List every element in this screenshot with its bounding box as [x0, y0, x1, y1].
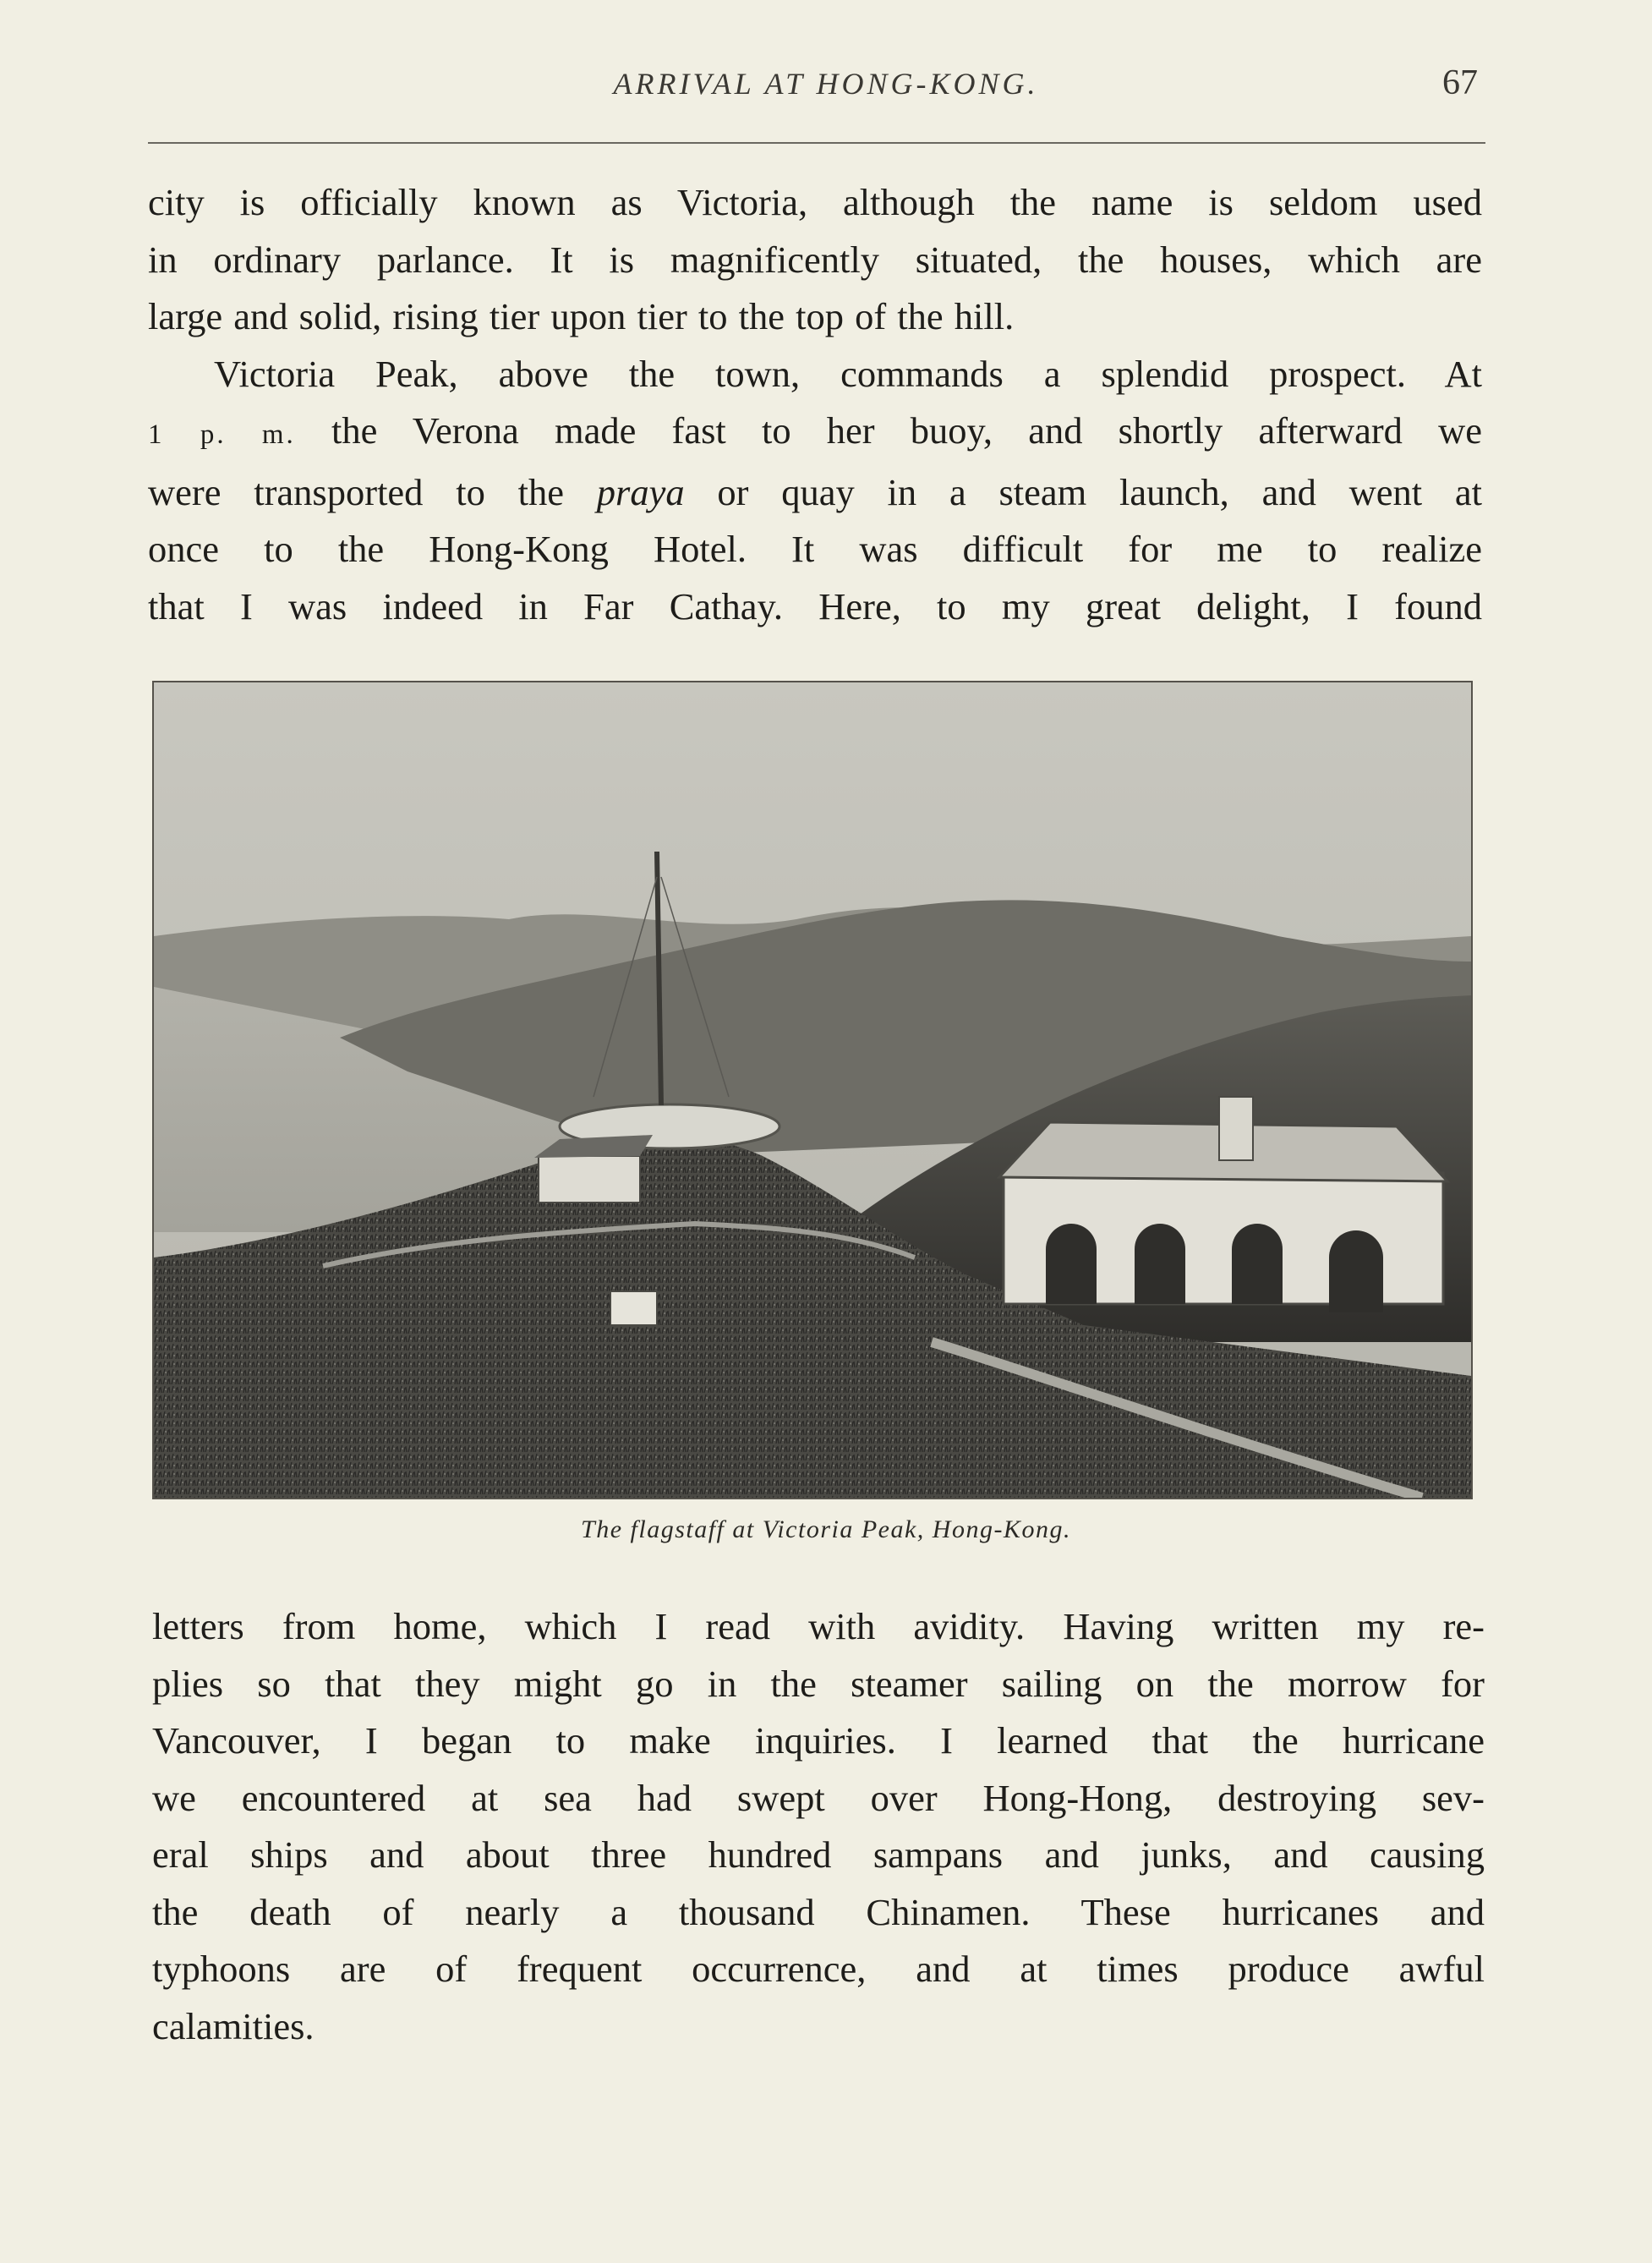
text-line: typhoons are of frequent occurrence, and at times produce awful — [152, 1948, 1485, 1990]
text-line: we encountered at sea had swept over Hong-Hong, destroying sev- — [152, 1776, 1485, 1819]
small-house — [539, 1156, 640, 1203]
top-paragraphs — [148, 174, 1482, 635]
header-rule — [148, 142, 1485, 144]
text-line — [148, 464, 1482, 522]
text-span: the Verona made fast to her buoy, and shortly afterward we — [331, 409, 1483, 452]
page-number: 67 — [1442, 63, 1478, 102]
text-line: in ordinary parlance. It is magnificently situated, the houses, which are — [148, 238, 1482, 281]
text-line: Vancouver, I began to make inquiries. I learned that the hurricane — [152, 1719, 1485, 1762]
text-line: letters from home, which I read with avidity. Having written my re- — [152, 1605, 1485, 1647]
italic-word-praya: praya — [596, 470, 685, 513]
small-hut — [610, 1291, 657, 1325]
text-span: or quay in a steam launch, and went at — [717, 470, 1483, 513]
text-line: the death of nearly a thousand Chinamen. These hurricanes and — [152, 1890, 1485, 1933]
text-line: that I was indeed in Far Cathay. Here, to my great delight, I found — [148, 584, 1482, 627]
photo-flagstaff-victoria-peak — [152, 681, 1473, 1499]
text-line: eral ships and about three hundred sampans and junks, and causing — [152, 1833, 1485, 1876]
text-line — [148, 403, 1482, 464]
text-line: once to the Hong-Kong Hotel. It was difficult for me to realize — [148, 528, 1482, 570]
running-head — [0, 63, 1652, 108]
text-line: Victoria Peak, above the town, commands a splendid prospect. At — [214, 352, 1482, 395]
chimney — [1219, 1097, 1253, 1160]
text-line: large and solid, rising tier upon tier to the top of the hill. — [148, 295, 1015, 337]
photo-illustration — [154, 682, 1471, 1498]
text-line: city is officially known as Victoria, although the name is seldom used — [148, 181, 1482, 223]
time-smallcaps: 1 p. m. — [148, 419, 296, 450]
text-line: calamities. — [152, 2004, 315, 2047]
text-line: plies so that they might go in the steamer sailing on the morrow for — [152, 1662, 1485, 1705]
running-title: ARRIVAL AT HONG-KONG. — [613, 67, 1039, 101]
text-span: were transported to the — [148, 470, 564, 513]
bottom-paragraph — [152, 1598, 1485, 2055]
figure-caption: The flagstaff at Victoria Peak, Hong-Kong. — [581, 1515, 1071, 1543]
